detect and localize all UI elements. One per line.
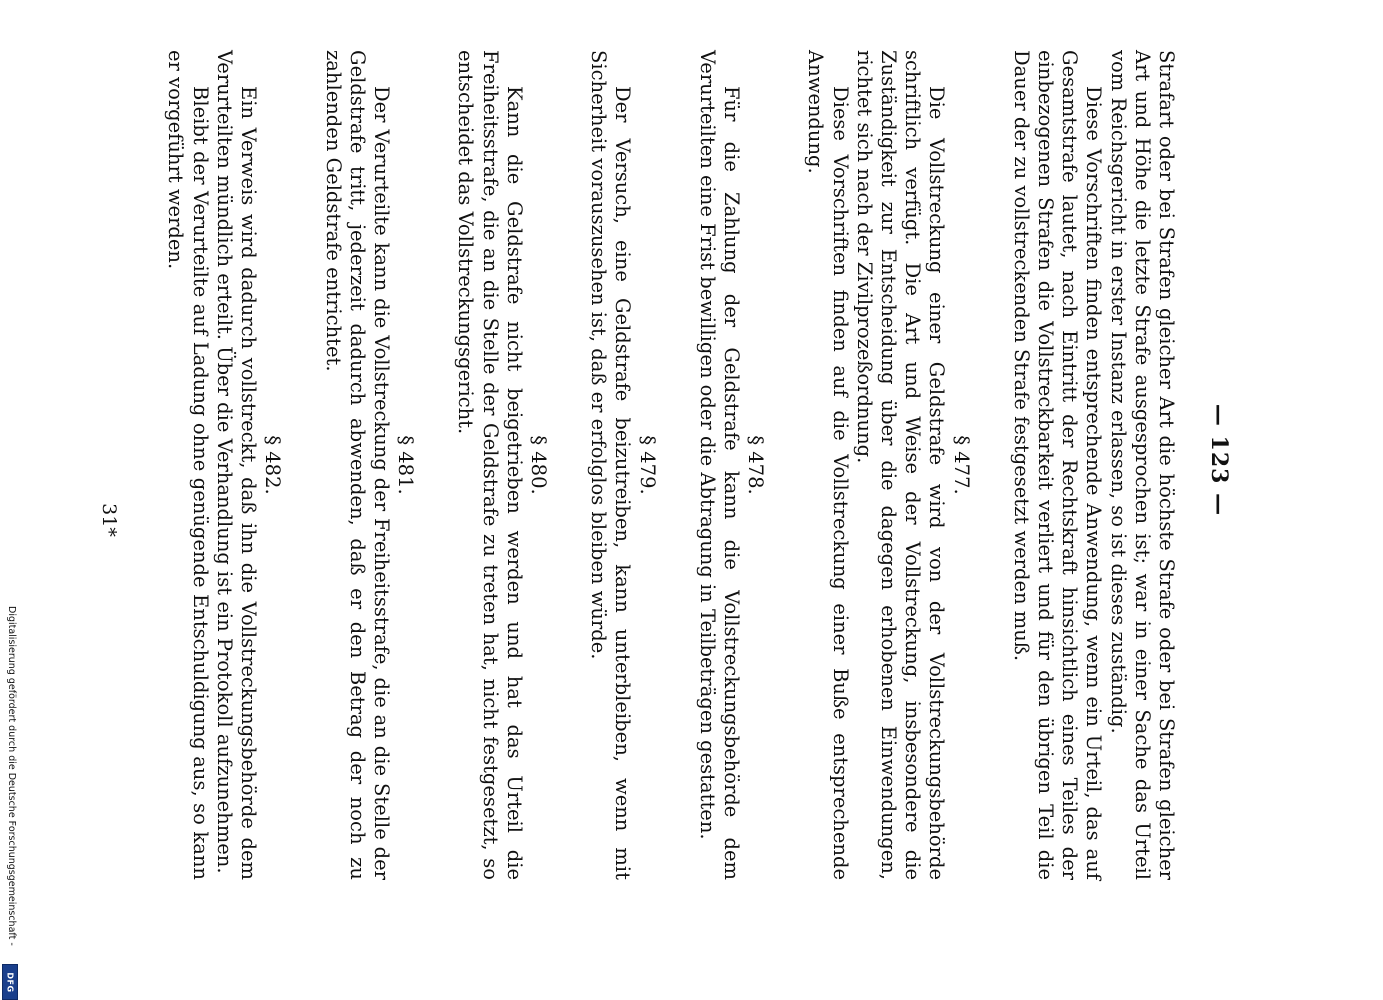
section-heading-477: § 477. bbox=[949, 435, 973, 495]
dfg-logo-text: DFG bbox=[5, 971, 15, 993]
signature-mark bbox=[98, 20, 120, 900]
book-page bbox=[40, 20, 1240, 900]
paragraph: Bleibt der Verurteilte auf Ladung ohne genügende Entschuldigung aus, so kann er vorgeführt werden. bbox=[164, 50, 212, 880]
section-heading-479: § 479. bbox=[635, 435, 659, 495]
paragraph-continuation: Strafart oder bei Strafen gleicher Art die höchste Strafe oder bei Strafen gleicher Art und Höhe die letzte Strafe ausgesprochen ist; war in einer Sache das Urteil vom Reichsgericht in erster Instanz erlassen, so ist dieses zuständig. bbox=[1106, 50, 1178, 880]
paragraph: Der Verurteilte kann die Vollstreckung der Freiheitsstrafe, die an die Stelle der Geldstrafe tritt, jederzeit dadurch abwenden, daß er den Betrag der noch zu zahlenden Geldstrafe entrichtet. bbox=[321, 50, 393, 880]
credit-text: Digitalisierung gefördert durch die Deutsche Forschungsgemeinschaft - bbox=[6, 606, 17, 946]
body-text bbox=[163, 50, 1178, 880]
section-heading-480: § 480. bbox=[526, 435, 550, 495]
paragraph: Für die Zahlung der Geldstrafe kann die Vollstreckungsbehörde dem Verurteilten eine Frist bewilligen oder die Abtragung in Teilbeträgen gestatten. bbox=[695, 50, 743, 880]
paragraph: Diese Vorschriften finden auf die Vollstreckung einer Buße entsprechende Anwendung. bbox=[804, 50, 852, 880]
section-heading-481: § 481. bbox=[394, 435, 418, 495]
section-heading-478: § 478. bbox=[744, 435, 768, 495]
paragraph: Diese Vorschriften finden entsprechende Anwendung, wenn ein Urteil, das auf Gesamtstrafe lautet, nach Eintritt der Rechtskraft hinsichtlich eines Teiles der einbezogenen Strafen die Vollstreckbarkeit verliert und für den übrigen Teil die Dauer der zu vollstreckenden Strafe festgesetzt werden muß. bbox=[1009, 50, 1106, 880]
dfg-logo bbox=[2, 964, 18, 1000]
paragraph: Der Versuch, eine Geldstrafe beizutreiben, kann unterbleiben, wenn mit Sicherheit vorauszusehen ist, daß er erfolglos bleiben würde. bbox=[587, 50, 635, 880]
paragraph: Kann die Geldstrafe nicht beigetrieben werden und hat das Urteil die Freiheitsstrafe, die an die Stelle der Geldstrafe zu treten hat, nicht festgesetzt, so entscheidet das Vollstreckungsgericht. bbox=[454, 50, 526, 880]
digitization-credit bbox=[0, 606, 22, 1000]
paragraph: Die Vollstreckung einer Geldstrafe wird von der Vollstreckungsbehörde schriftlich verfügt. Die Art und Weise der Vollstreckung, insbesondere die Zuständigkeit zur Entscheidung über die dagegen erhobenen Einwendungen, richtet sich nach der Zivilprozeßordnung. bbox=[852, 50, 949, 880]
signature-mark-text: 31* bbox=[98, 503, 120, 537]
section-heading-482: § 482. bbox=[261, 435, 285, 495]
page-number: — 123 — bbox=[1206, 403, 1232, 517]
paragraph: Ein Verweis wird dadurch vollstreckt, daß ihn die Vollstreckungsbehörde dem Verurteilten mündlich erteilt. Über die Verhandlung ist ein Protokoll aufzunehmen. bbox=[212, 50, 261, 880]
